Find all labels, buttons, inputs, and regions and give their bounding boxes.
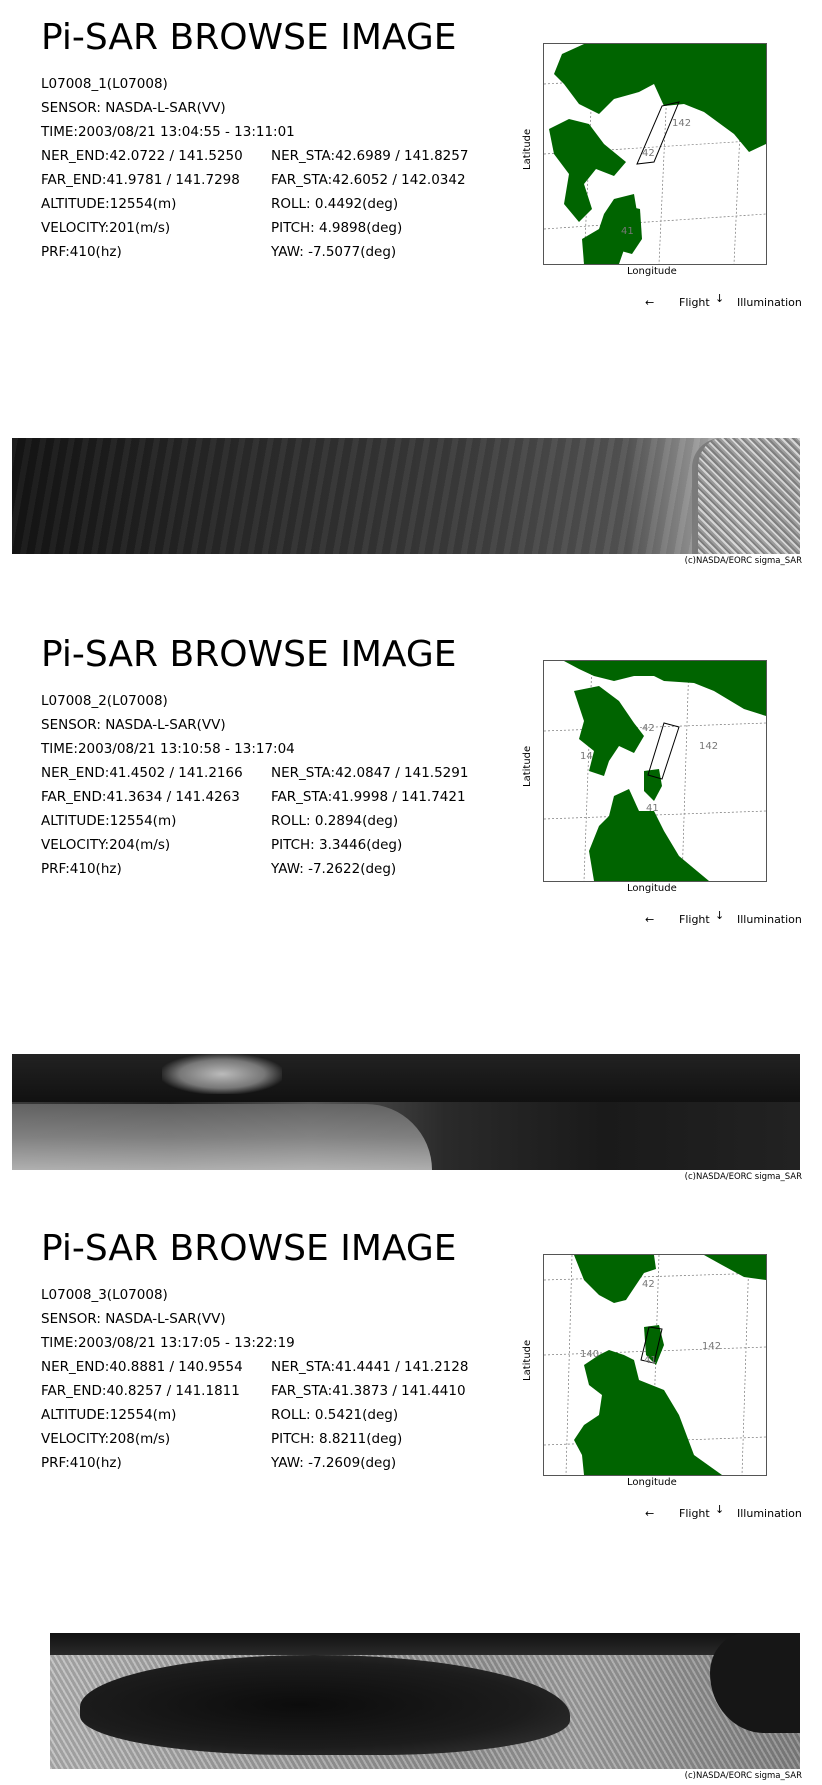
- far-end-text: FAR_END:41.9781 / 141.7298: [41, 172, 240, 188]
- sensor-text: SENSOR: NASDA-L-SAR(VV): [41, 100, 226, 116]
- illumination-arrow-icon: ↓: [715, 292, 725, 305]
- time-text: TIME:2003/08/21 13:04:55 - 13:11:01: [41, 124, 295, 140]
- far-sta-text: FAR_STA:41.9998 / 141.7421: [271, 789, 466, 805]
- scene-id: L07008_1(L07008): [41, 76, 168, 92]
- velocity-text: VELOCITY:201(m/s): [41, 220, 171, 236]
- map-grid-label: 41: [644, 1355, 657, 1366]
- scene-id: L07008_3(L07008): [41, 1287, 168, 1303]
- location-map: [543, 660, 767, 882]
- flight-arrow-icon: ←: [645, 296, 655, 309]
- map-grid-label: 142: [672, 118, 692, 129]
- sar-sea: [50, 1633, 800, 1655]
- map-grid-label: 42: [642, 1279, 655, 1290]
- location-map-svg: [544, 44, 766, 264]
- scene-info: [41, 689, 469, 881]
- ner-sta-text: NER_STA:41.4441 / 141.2128: [271, 1359, 469, 1375]
- pitch-text: PITCH: 8.8211(deg): [271, 1431, 403, 1447]
- time-text: TIME:2003/08/21 13:17:05 - 13:22:19: [41, 1335, 295, 1351]
- yaw-text: YAW: -7.2622(deg): [271, 861, 397, 877]
- time-text: TIME:2003/08/21 13:10:58 - 13:17:04: [41, 741, 295, 757]
- land-shape: [644, 769, 662, 801]
- latitude-axis-label: Latitude: [522, 745, 533, 787]
- altitude-text: ALTITUDE:12554(m): [41, 1407, 177, 1423]
- credit-text: (c)NASDA/EORC sigma_SAR: [684, 1172, 802, 1182]
- map-grid-label: 41: [621, 226, 634, 237]
- altitude-text: ALTITUDE:12554(m): [41, 813, 177, 829]
- land-shape: [574, 686, 644, 776]
- sar-browse-image: [12, 1054, 800, 1170]
- illumination-label: Illumination: [737, 296, 802, 309]
- longitude-axis-label: Longitude: [627, 883, 677, 894]
- yaw-text: YAW: -7.5077(deg): [271, 244, 397, 260]
- pitch-text: PITCH: 3.3446(deg): [271, 837, 403, 853]
- browse-image-block-1: [0, 0, 822, 590]
- sar-browse-image: [12, 438, 800, 554]
- ner-end-text: NER_END:42.0722 / 141.5250: [41, 148, 243, 164]
- land-shape: [704, 1255, 766, 1280]
- far-end-text: FAR_END:40.8257 / 141.1811: [41, 1383, 240, 1399]
- flight-arrow-icon: ←: [645, 1507, 655, 1520]
- sar-texture: [12, 1104, 432, 1170]
- velocity-text: VELOCITY:208(m/s): [41, 1431, 171, 1447]
- map-grid-label: 41: [646, 803, 659, 814]
- prf-text: PRF:410(hz): [41, 861, 122, 877]
- ner-sta-text: NER_STA:42.0847 / 141.5291: [271, 765, 469, 781]
- map-grid-label: 42: [642, 723, 655, 734]
- sar-texture: [12, 1054, 800, 1102]
- illumination-arrow-icon: ↓: [715, 1503, 725, 1516]
- illumination-label: Illumination: [737, 1507, 802, 1520]
- sar-texture: [12, 438, 800, 554]
- scene-info: [41, 72, 469, 264]
- page-title: Pi-SAR BROWSE IMAGE: [41, 634, 457, 675]
- map-grid-label: 142: [702, 1341, 722, 1352]
- sensor-text: SENSOR: NASDA-L-SAR(VV): [41, 717, 226, 733]
- land-shape: [574, 1350, 722, 1475]
- flight-arrow-icon: ←: [645, 913, 655, 926]
- latitude-axis-label: Latitude: [522, 1339, 533, 1381]
- sensor-text: SENSOR: NASDA-L-SAR(VV): [41, 1311, 226, 1327]
- prf-text: PRF:410(hz): [41, 244, 122, 260]
- longitude-axis-label: Longitude: [627, 266, 677, 277]
- roll-text: ROLL: 0.2894(deg): [271, 813, 399, 829]
- illumination-label: Illumination: [737, 913, 802, 926]
- illumination-arrow-icon: ↓: [715, 909, 725, 922]
- flight-label: Flight: [679, 1507, 710, 1520]
- credit-text: (c)NASDA/EORC sigma_SAR: [684, 556, 802, 566]
- flight-label: Flight: [679, 296, 710, 309]
- sar-coast: [692, 438, 800, 554]
- scene-id: L07008_2(L07008): [41, 693, 168, 709]
- prf-text: PRF:410(hz): [41, 1455, 122, 1471]
- far-sta-text: FAR_STA:41.3873 / 141.4410: [271, 1383, 466, 1399]
- altitude-text: ALTITUDE:12554(m): [41, 196, 177, 212]
- roll-text: ROLL: 0.5421(deg): [271, 1407, 399, 1423]
- ner-sta-text: NER_STA:42.6989 / 141.8257: [271, 148, 469, 164]
- sar-browse-image: [50, 1633, 800, 1769]
- ner-end-text: NER_END:40.8881 / 140.9554: [41, 1359, 243, 1375]
- location-map: [543, 1254, 767, 1476]
- map-grid-label: 42: [642, 148, 655, 159]
- scene-info: [41, 1283, 469, 1475]
- credit-text: (c)NASDA/EORC sigma_SAR: [684, 1771, 802, 1781]
- browse-image-block-2: [0, 617, 822, 1207]
- far-end-text: FAR_END:41.3634 / 141.4263: [41, 789, 240, 805]
- location-map-svg: [544, 1255, 766, 1475]
- location-map: [543, 43, 767, 265]
- sar-texture: [162, 1054, 282, 1094]
- map-grid-label: 142: [699, 741, 719, 752]
- flight-label: Flight: [679, 913, 710, 926]
- ner-end-text: NER_END:41.4502 / 141.2166: [41, 765, 243, 781]
- pitch-text: PITCH: 4.9898(deg): [271, 220, 403, 236]
- velocity-text: VELOCITY:204(m/s): [41, 837, 171, 853]
- yaw-text: YAW: -7.2609(deg): [271, 1455, 397, 1471]
- roll-text: ROLL: 0.4492(deg): [271, 196, 399, 212]
- latitude-axis-label: Latitude: [522, 128, 533, 170]
- map-grid-label: 140: [580, 1349, 600, 1360]
- location-map-svg: [544, 661, 766, 881]
- longitude-axis-label: Longitude: [627, 1477, 677, 1488]
- far-sta-text: FAR_STA:42.6052 / 142.0342: [271, 172, 466, 188]
- page-title: Pi-SAR BROWSE IMAGE: [41, 17, 457, 58]
- browse-image-block-3: [0, 1211, 822, 1785]
- page-title: Pi-SAR BROWSE IMAGE: [41, 1228, 457, 1269]
- map-grid-label: 14: [580, 751, 593, 762]
